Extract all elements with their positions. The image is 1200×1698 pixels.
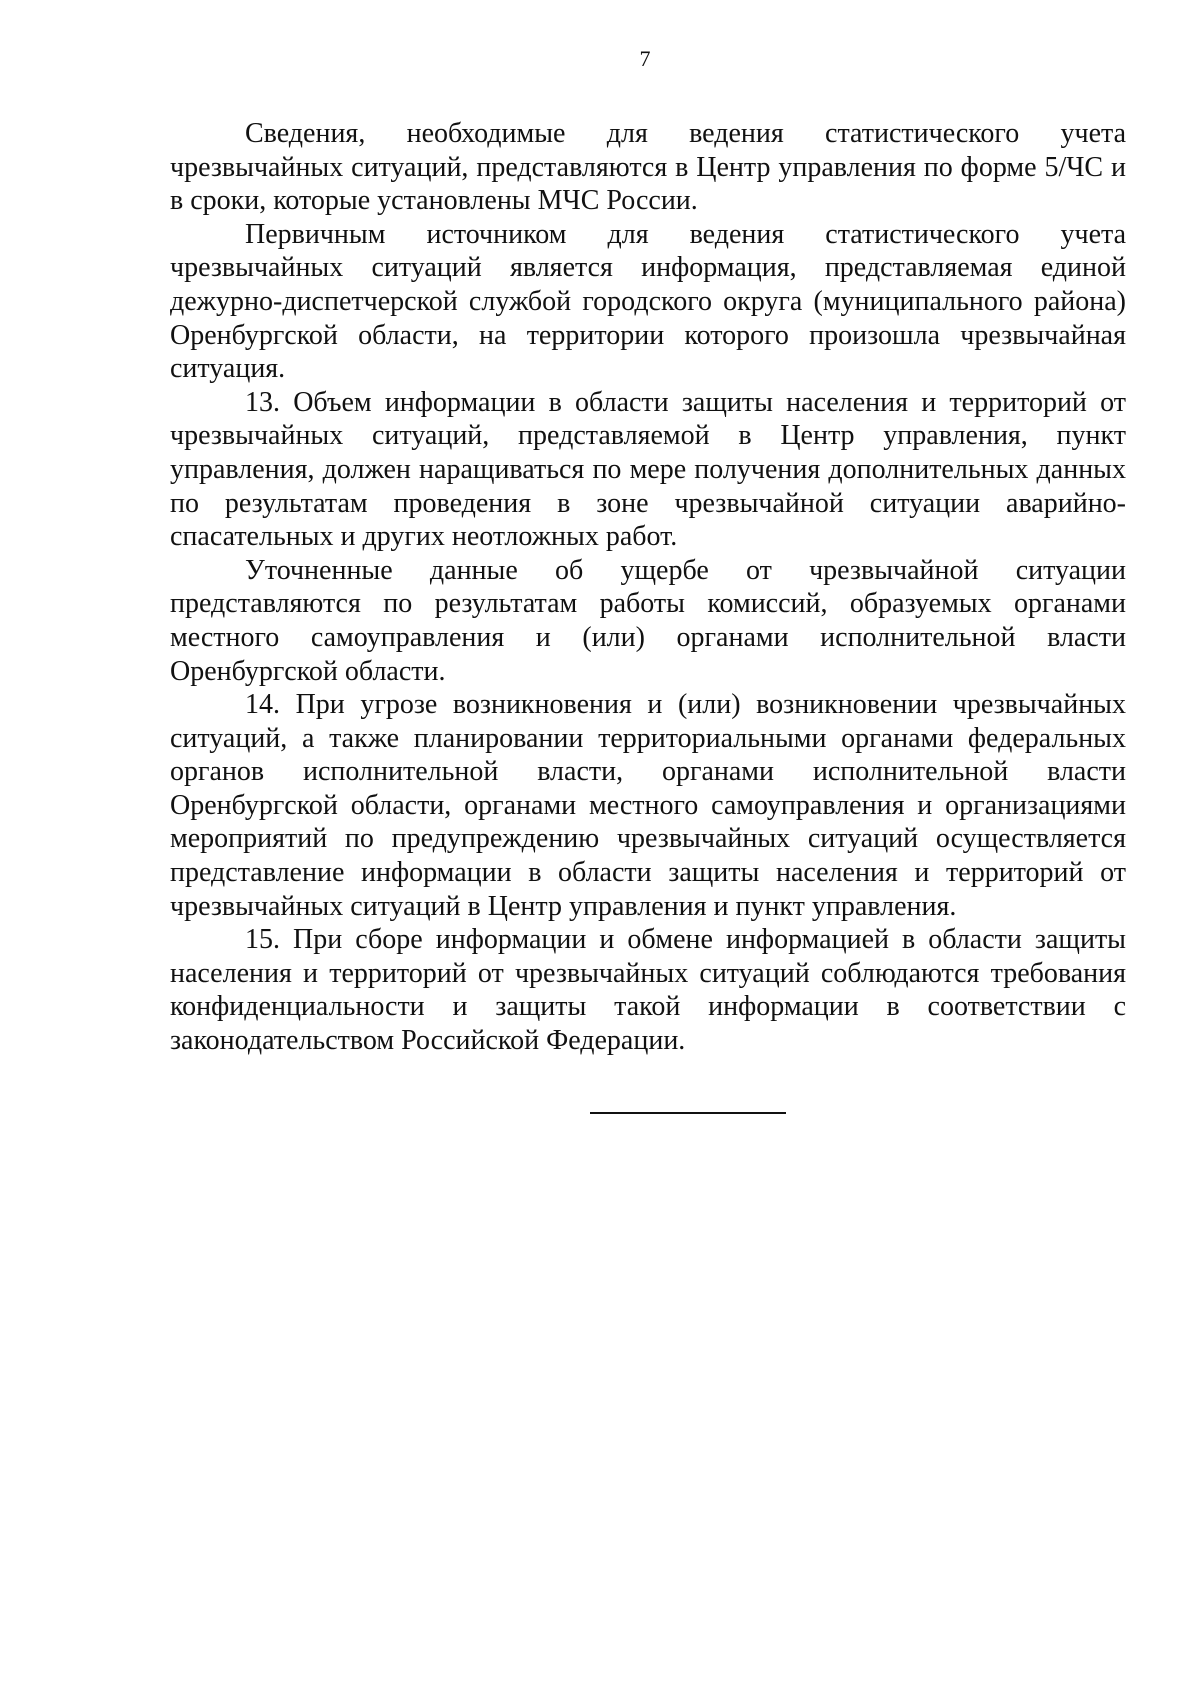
paragraph-damage-data: Уточненные данные об ущербе от чрезвычайной ситуации представляются по результатам работы комиссий, образуемых органами местного самоуправления и (или) органами исполнительной власти Оренбургской области. [170, 554, 1126, 687]
paragraph-primary-source: Первичным источником для ведения статистического учета чрезвычайных ситуаций является информация, представляемая единой дежурно-диспетчерской службой городского округа (муниципального района) Оренбургской области, на территории которого произошла чрезвычайная ситуация. [170, 218, 1126, 385]
page-number: 7 [639, 46, 651, 71]
paragraph-14-threat-reporting: 14. При угрозе возникновения и (или) возникновении чрезвычайных ситуаций, а также планировании территориальными органами федеральных органов исполнительной власти, органами исполнительной власти Оренбургской области, органами местного самоуправления и организациями мероприятий по предупреждению чрезвычайных ситуаций осуществляется представление информации в области защиты населения и территорий от чрезвычайных ситуаций в Центр управления и пункт управления. [170, 689, 1126, 922]
paragraph-13-information-volume: 13. Объем информации в области защиты населения и территорий от чрезвычайных ситуаций, представляемой в Центр управления, пункт управления, должен наращиваться по мере получения дополнительных данных по результатам проведения в зоне чрезвычайной ситуации аварийно-спасательных и других неотложных работ. [170, 386, 1126, 553]
end-divider [590, 1112, 786, 1114]
paragraph-15-confidentiality: 15. При сборе информации и обмене информацией в области защиты населения и территорий от чрезвычайных ситуаций соблюдаются требования конфиденциальности и защиты такой информации в соответствии с законодательством Российской Федерации. [170, 924, 1126, 1057]
document-body [170, 117, 1126, 1058]
paragraph-statistical-data: Сведения, необходимые для ведения статистического учета чрезвычайных ситуаций, представляются в Центр управления по форме 5/ЧС и в сроки, которые установлены МЧС России. [170, 118, 1126, 217]
